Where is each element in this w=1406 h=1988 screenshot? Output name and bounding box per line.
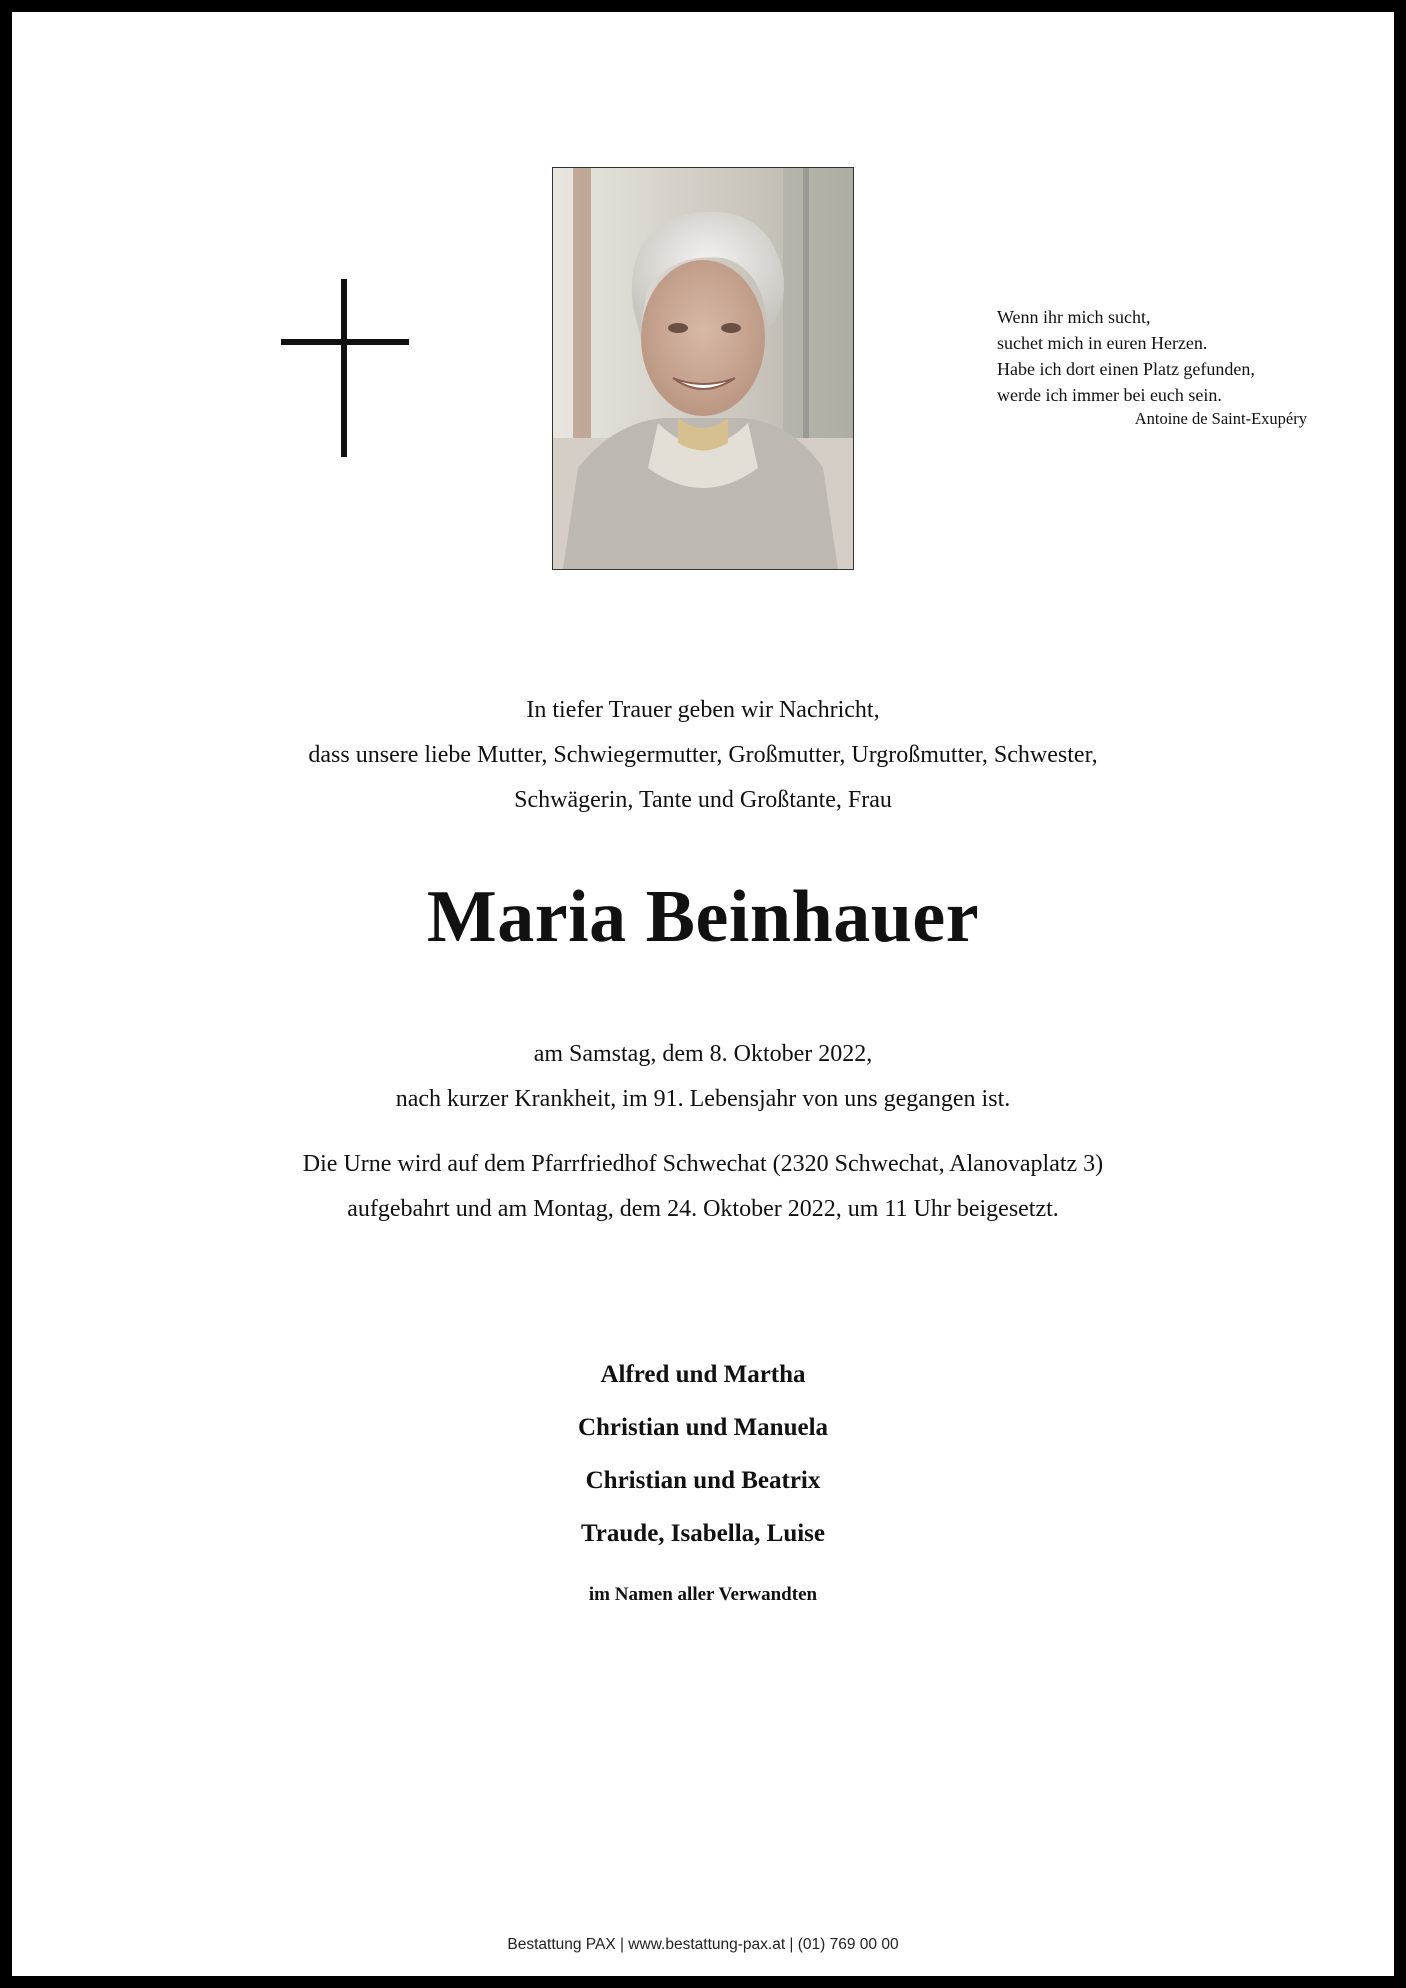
portrait-image xyxy=(553,168,853,569)
cross-icon xyxy=(281,279,409,457)
mourners-list xyxy=(0,1348,1406,1560)
portrait-photo xyxy=(552,167,854,570)
quote-line: suchet mich in euren Herzen. xyxy=(997,333,1208,353)
funeral-line: Die Urne wird auf dem Pfarrfriedhof Schwechat (2320 Schwechat, Alanovaplatz 3) xyxy=(302,1151,1104,1177)
funeral-line: aufgebahrt und am Montag, dem 24. Oktober 2022, um 11 Uhr beigesetzt. xyxy=(347,1196,1059,1222)
death-details xyxy=(0,1032,1406,1232)
death-line: nach kurzer Krankheit, im 91. Lebensjahr von uns gegangen ist. xyxy=(395,1086,1011,1112)
quote-line: werde ich immer bei euch sein. xyxy=(997,385,1222,405)
intro-line: In tiefer Trauer geben wir Nachricht, xyxy=(526,697,880,723)
mourner-name: Christian und Manuela xyxy=(577,1414,829,1441)
quote-line: Habe ich dort einen Platz gefunden, xyxy=(997,359,1255,379)
quote-author: Antoine de Saint-Exupéry xyxy=(1134,409,1307,428)
mourner-name: Traude, Isabella, Luise xyxy=(580,1520,826,1547)
intro-line: dass unsere liebe Mutter, Schwiegermutter, Großmutter, Urgroßmutter, Schwester, xyxy=(308,742,1098,768)
quote-line: Wenn ihr mich sucht, xyxy=(997,307,1151,327)
deceased-name: Maria Beinhauer xyxy=(426,876,980,958)
mourner-name: Christian und Beatrix xyxy=(585,1467,821,1494)
mourners-signoff: im Namen aller Verwandten xyxy=(588,1584,818,1605)
mourner-name: Alfred und Martha xyxy=(600,1361,806,1388)
intro-line: Schwägerin, Tante und Großtante, Frau xyxy=(514,787,892,813)
quote-block xyxy=(997,304,1307,430)
death-line: am Samstag, dem 8. Oktober 2022, xyxy=(533,1041,873,1067)
footer-contact: Bestattung PAX | www.bestattung-pax.at | (01) 769 00 00 xyxy=(507,1936,899,1953)
announcement-intro xyxy=(0,688,1406,823)
